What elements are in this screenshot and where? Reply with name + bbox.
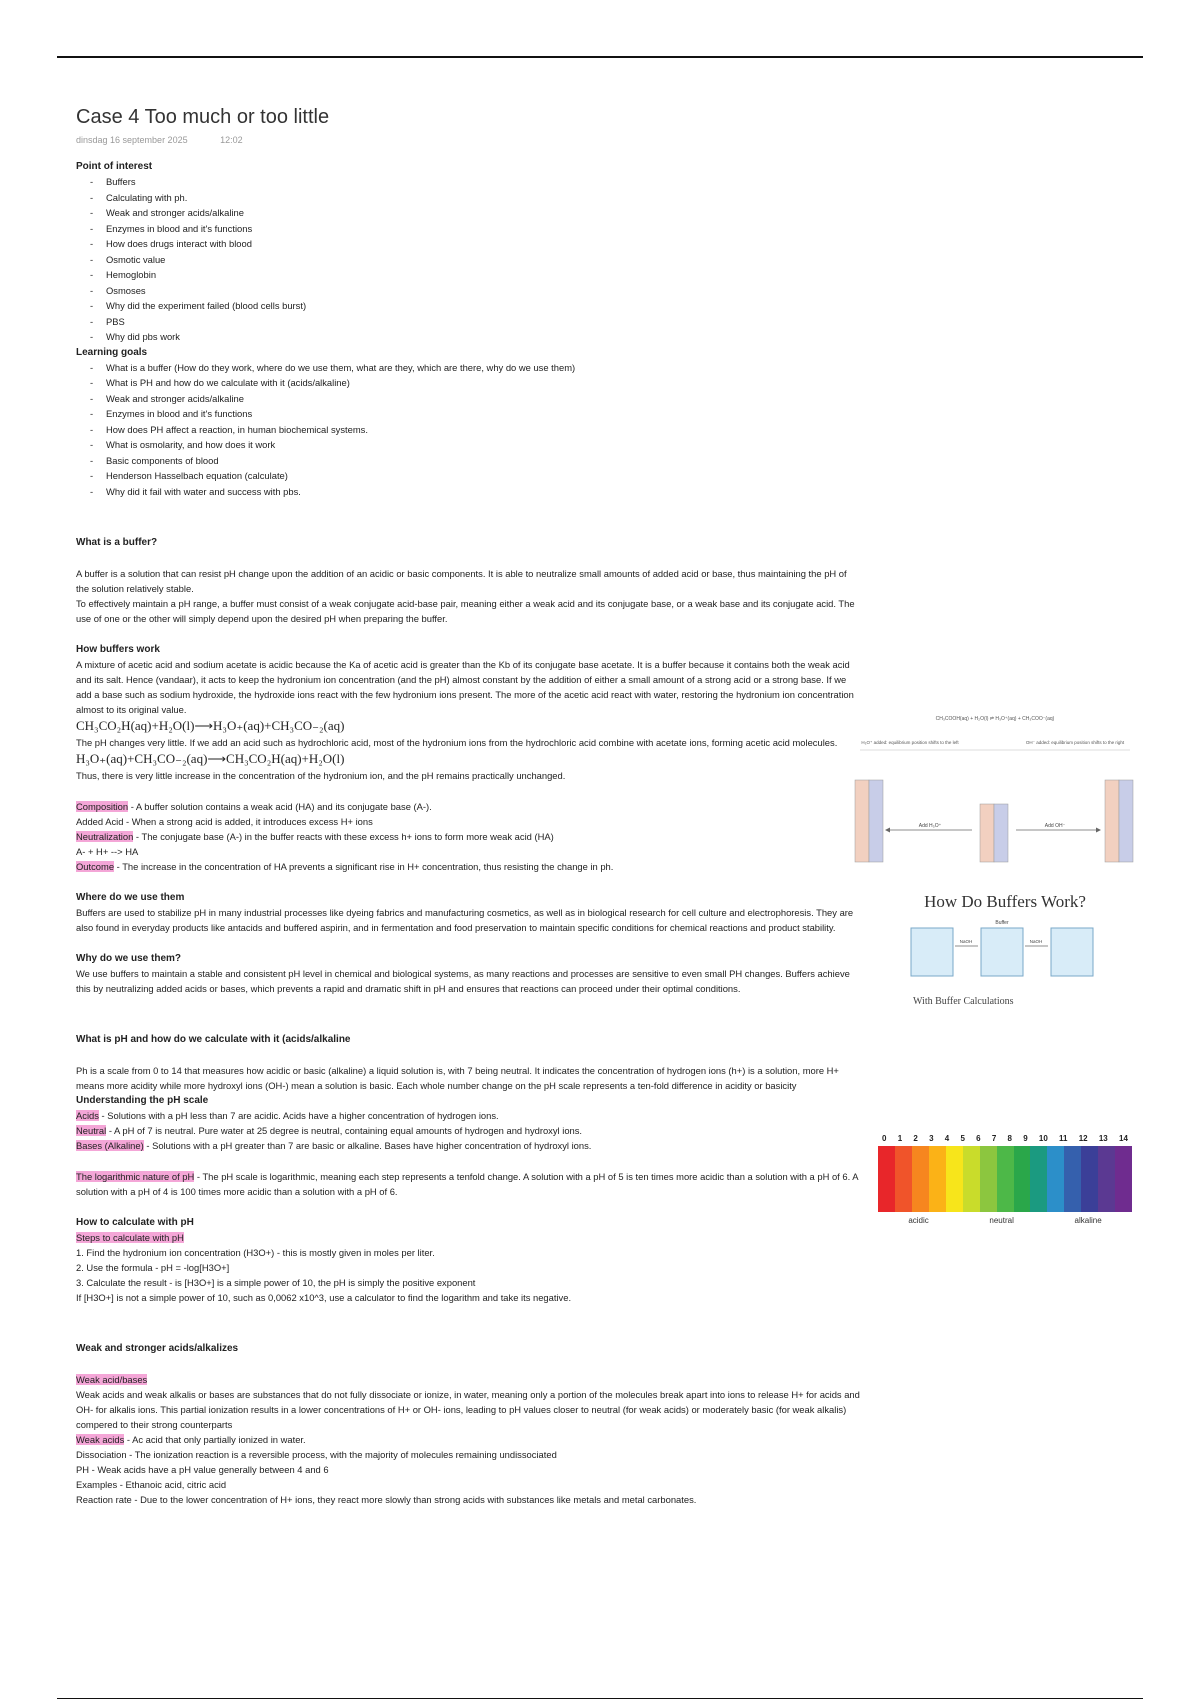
mech-reaction: A- + H+ --> HA — [76, 846, 139, 857]
ph-number: 4 — [944, 1134, 950, 1143]
beaker-left — [911, 928, 953, 976]
mech-neutralization: Neutralization - The conjugate base (A-) in the buffer reacts with these excess h+ ions to form more weak acid (HA) — [76, 831, 554, 842]
ph-number: 2 — [913, 1134, 918, 1143]
how-paragraph-2: The pH changes very little. If we add an acid such as hydrochloric acid, most of the hydronium ions from the hydrochloric acid combine with acetate ions, forming acetic acid molecules. — [76, 737, 838, 748]
highlight-term: Neutral — [76, 1125, 107, 1136]
figure-title: How Do Buffers Work? — [924, 892, 1086, 911]
mech-added-acid: Added Acid - When a strong acid is added, it introduces excess H+ ions — [76, 816, 373, 827]
how-buffers-work-figure — [905, 892, 1105, 1012]
ph-acids: Acids - Solutions with a pH less than 7 are acidic. Acids have a higher concentration of hydrogen ions. — [76, 1110, 499, 1121]
buffer-equilibrium-diagram — [850, 712, 1140, 872]
highlight-term: Bases (Alkaline) — [76, 1140, 144, 1151]
ph-color-cell — [929, 1146, 946, 1212]
beaker-right — [1051, 928, 1093, 976]
list-item: - Buffers — [106, 174, 862, 190]
where-heading: Where do we use them — [76, 892, 185, 903]
equation-2: H₃O₊(aq)+CH₃CO₋₂(aq)⟶CH₃CO₂H(aq)+H₂O(l) — [76, 751, 345, 766]
weak-acids: Weak acids - Ac acid that only partially ionized in water. — [76, 1434, 306, 1445]
ph-scale-labels — [878, 1216, 1132, 1225]
page-date: dinsdag 16 september 2025 — [76, 135, 188, 145]
list-item: - Weak and stronger acids/alkaline — [106, 205, 862, 221]
list-item: - Enzymes in blood and it's functions — [106, 406, 862, 422]
why-heading: Why do we use them? — [76, 953, 182, 964]
ph-color-cell — [912, 1146, 929, 1212]
ph-number: 12 — [1078, 1134, 1088, 1143]
list-item: - What is a buffer (How do they work, where do we use them, what are they, which are there, why do we use them) — [106, 360, 862, 376]
bar-acid-left — [855, 780, 869, 862]
ph-color-cell — [997, 1146, 1014, 1212]
goals-list — [76, 360, 862, 500]
ph-color-cell — [1014, 1146, 1031, 1212]
ph-color-cell — [980, 1146, 997, 1212]
calc-note: If [H3O+] is not a simple power of 10, such as 0,0062 x10^3, use a calculator to find the logarithm and take its negative. — [76, 1292, 572, 1303]
poi-heading: Point of interest — [76, 161, 153, 172]
bar-base-left — [869, 780, 883, 862]
list-item: - Calculating with ph. — [106, 190, 862, 206]
list-item: - Weak and stronger acids/alkaline — [106, 391, 862, 407]
how-paragraph-1: A mixture of acetic acid and sodium acetate is acidic because the Ka of acetic acid is greater than the Kb of its conjugate base acetate. It is a buffer because it contains both the weak acid and its salt. Hence (vandaar), it acts to keep the hydronium ion concentration (and the pH) almost constant by the addition of either a small amount of a strong acid or a strong base. If we add a base such as sodium hydroxide, the hydroxide ions react with the few hydronium ions present. The more of the acetic acid react with water, restoring the hydronium ion concentration almost to its original value. — [76, 659, 854, 715]
weak-title: Weak acid/bases — [76, 1374, 148, 1385]
label-alkaline: alkaline — [1074, 1216, 1102, 1225]
where-paragraph: Buffers are used to stabilize pH in many industrial processes like dyeing fabrics and manufacturing cosmetics, as well as in biological research for cell culture and electrophoresis. They are also found in everyday products like antacids and buffered aspirin, and in fermentation and food preservation to maintain specific conditions for chemical reactions and product stability. — [76, 907, 854, 933]
ph-number: 1 — [897, 1134, 903, 1143]
weak-heading: Weak and stronger acids/alkalizes — [76, 1343, 239, 1354]
highlight-term: Acids — [76, 1110, 99, 1121]
main-column — [76, 159, 862, 1507]
how-heading: How buffers work — [76, 644, 160, 655]
beaker-buffer-label: Buffer — [995, 920, 1009, 926]
ph-color-cell — [1081, 1146, 1098, 1212]
weak-reaction-rate: Reaction rate - Due to the lower concentration of H+ ions, they react more slowly than strong acids with substances like metals and metal carbonates. — [76, 1494, 697, 1505]
weak-paragraph: Weak acids and weak alkalis or bases are substances that do not fully dissociate or ionize, in water, meaning only a portion of the molecules break apart into ions to release H+ for acids and OH- for alkalis ions. This partial ionization results in a lower concentrations of H+ or OH- ions, leading to pH values closer to neutral (for weak acids) or moderately basic (for weak alkalis) compered to their strong counterparts — [76, 1389, 860, 1430]
figure-equation: CH₃COOH(aq) + H₂O(l) ⇌ H₃O⁺(aq) + CH₃COO⁻(aq) — [935, 716, 1055, 722]
ph-color-cell — [1064, 1146, 1081, 1212]
ph-number: 7 — [991, 1134, 997, 1143]
beakers-diagram — [905, 916, 1105, 986]
highlight-term: Composition — [76, 801, 129, 812]
list-item: - PBS — [106, 314, 862, 330]
buffer-paragraph-2: To effectively maintain a pH range, a buffer must consist of a weak conjugate acid-base pair, meaning either a weak acid and its conjugate base, or a weak base and its conjugate acid. The use of one or the other will simply depend upon the desired pH when preparing the buffer. — [76, 598, 855, 624]
calc-heading: How to calculate with pH — [76, 1217, 194, 1228]
highlight-term: Weak acids — [76, 1434, 125, 1445]
ph-number: 13 — [1098, 1134, 1108, 1143]
highlight-term: The logarithmic nature of pH — [76, 1171, 195, 1182]
figure-caption: With Buffer Calculations — [913, 996, 1014, 1007]
ph-color-cell — [963, 1146, 980, 1212]
page-time: 12:02 — [220, 135, 243, 145]
calc-step-1: 1. Find the hydronium ion concentration (H3O+) - this is mostly given in moles per liter. — [76, 1247, 435, 1258]
list-item: - Osmoses — [106, 283, 862, 299]
bar-acid-right — [1105, 780, 1119, 862]
buffer-paragraph-1: A buffer is a solution that can resist pH change upon the addition of an acidic or basic components. It is able to neutralize small amounts of added acid or base, thus maintaining the pH of the solution relatively stable. — [76, 568, 847, 594]
list-item: - Basic components of blood — [106, 453, 862, 469]
list-item: - Hemoglobin — [106, 267, 862, 283]
bottom-rule — [57, 1698, 1143, 1699]
calc-step-2: 2. Use the formula - pH = -log[H3O+] — [76, 1262, 230, 1273]
page-title: Case 4 Too much or too little — [76, 106, 330, 128]
ph-number: 6 — [976, 1134, 981, 1143]
list-item: - How does PH affect a reaction, in human biochemical systems. — [106, 422, 862, 438]
ph-logarithmic: The logarithmic nature of pH - The pH scale is logarithmic, meaning each step represents a tenfold change. A solution with a pH of 5 is ten times more acidic than a solution with a pH of 6. A solution with a pH of 4 is 100 times more acidic than a solution with a pH of 6. — [76, 1171, 859, 1197]
bar-acid-mid — [980, 804, 994, 862]
ph-scale-figure — [878, 1134, 1132, 1234]
mech-composition: Composition - A buffer solution contains a weak acid (HA) and its conjugate base (A-). — [76, 801, 432, 812]
list-item: - Enzymes in blood and it's functions — [106, 221, 862, 237]
highlight-term: Outcome — [76, 861, 115, 872]
label-acidic: acidic — [908, 1216, 929, 1225]
ph-number: 10 — [1038, 1134, 1048, 1143]
top-rule — [57, 56, 1143, 58]
calc-step-3: 3. Calculate the result - is [H3O+] is a simple power of 10, the pH is simply the positive exponent — [76, 1277, 476, 1288]
arrow-label-left: NaOH — [959, 939, 973, 944]
highlight-term: Neutralization — [76, 831, 134, 842]
ph-number: 3 — [929, 1134, 934, 1143]
ph-number: 5 — [960, 1134, 965, 1143]
list-item: - What is osmolarity, and how does it work — [106, 437, 862, 453]
page-meta — [76, 135, 1146, 145]
why-paragraph: We use buffers to maintain a stable and consistent pH level in chemical and biological systems, as many reactions and processes are sensitive to even small PH changes. Buffers achieve this by neutralizing added acids or bases, which prevents a rapid and dramatic shift in pH and ensures that reactions can proceed under their optimal conditions. — [76, 968, 850, 994]
ph-color-cell — [1030, 1146, 1047, 1212]
ph-paragraph: Ph is a scale from 0 to 14 that measures how acidic or basic (alkaline) a liquid solution is, with 7 being neutral. It indicates the concentration of hydrogen ions (h+) is a solution, more H+ means more acidity while more hydroxyl ions (OH-) mean a solution is basic. Each whole number change on the pH scale represents a ten-fold difference in acidity or basicity — [76, 1065, 839, 1091]
list-item: - Why did it fail with water and success with pbs. — [106, 484, 862, 500]
goals-heading: Learning goals — [76, 346, 148, 358]
equation-1: CH₃CO₂H(aq)+H₂O(l)⟶H₃O₊(aq)+CH₃CO₋₂(aq) — [76, 718, 345, 733]
list-item: - How does drugs interact with blood — [106, 236, 862, 252]
buffer-equilibrium-figure — [850, 712, 1140, 872]
list-item: - Why did pbs work — [106, 329, 862, 345]
figure-left-note: H₃O⁺ added: equilibrium position shifts to the left — [861, 740, 959, 745]
ph-color-cell — [1098, 1146, 1115, 1212]
ph-color-cell — [1115, 1146, 1132, 1212]
ph-subheading: Understanding the pH scale — [76, 1095, 209, 1106]
ph-number: 11 — [1059, 1134, 1068, 1143]
ph-number: 8 — [1007, 1134, 1012, 1143]
figure-right-note: OH⁻ added: equilibrium position shifts to the right — [1025, 740, 1125, 745]
beaker-middle — [981, 928, 1023, 976]
ph-neutral: Neutral - A pH of 7 is neutral. Pure water at 25 degree is neutral, containing equal amounts of hydrogen and hydroxyl ions. — [76, 1125, 583, 1136]
ph-number: 0 — [882, 1134, 887, 1143]
weak-dissociation: Dissociation - The ionization reaction is a reversible process, with the majority of molecules remaining undissociated — [76, 1449, 557, 1460]
ph-heading: What is pH and how do we calculate with it (acids/alkaline — [76, 1034, 351, 1045]
ph-color-cell — [946, 1146, 963, 1212]
mech-outcome: Outcome - The increase in the concentration of HA prevents a significant rise in H+ concentration, thus resisting the change in ph. — [76, 861, 614, 872]
label-add-acid: Add H₃O⁺ — [918, 823, 942, 829]
list-item: - Henderson Hasselbach equation (calculate) — [106, 468, 862, 484]
ph-number: 14 — [1119, 1134, 1128, 1143]
ph-color-cell — [878, 1146, 895, 1212]
buffer-heading: What is a buffer? — [76, 537, 158, 548]
bar-base-right — [1119, 780, 1133, 862]
how-paragraph-3: Thus, there is very little increase in the concentration of the hydronium ion, and the pH remains practically unchanged. — [76, 770, 566, 781]
weak-ph: PH - Weak acids have a pH value generally between 4 and 6 — [76, 1464, 329, 1475]
label-add-base: Add OH⁻ — [1044, 823, 1066, 829]
arrow-label-right: NaOH — [1029, 939, 1043, 944]
list-item: - What is PH and how do we calculate with it (acids/alkaline) — [106, 375, 862, 391]
ph-bases: Bases (Alkaline) - Solutions with a pH greater than 7 are basic or alkaline. Bases have higher concentration of hydroxyl ions. — [76, 1140, 592, 1151]
ph-number: 9 — [1023, 1134, 1028, 1143]
list-item: - Why did the experiment failed (blood cells burst) — [106, 298, 862, 314]
ph-color-cell — [895, 1146, 912, 1212]
calc-steps-title: Steps to calculate with pH — [76, 1232, 184, 1243]
poi-list — [76, 174, 862, 345]
ph-scale-numbers — [878, 1134, 1132, 1143]
list-item: - Osmotic value — [106, 252, 862, 268]
ph-scale-bar — [878, 1146, 1132, 1212]
bar-base-mid — [994, 804, 1008, 862]
ph-color-cell — [1047, 1146, 1064, 1212]
weak-examples: Examples - Ethanoic acid, citric acid — [76, 1479, 227, 1490]
label-neutral: neutral — [989, 1216, 1014, 1225]
